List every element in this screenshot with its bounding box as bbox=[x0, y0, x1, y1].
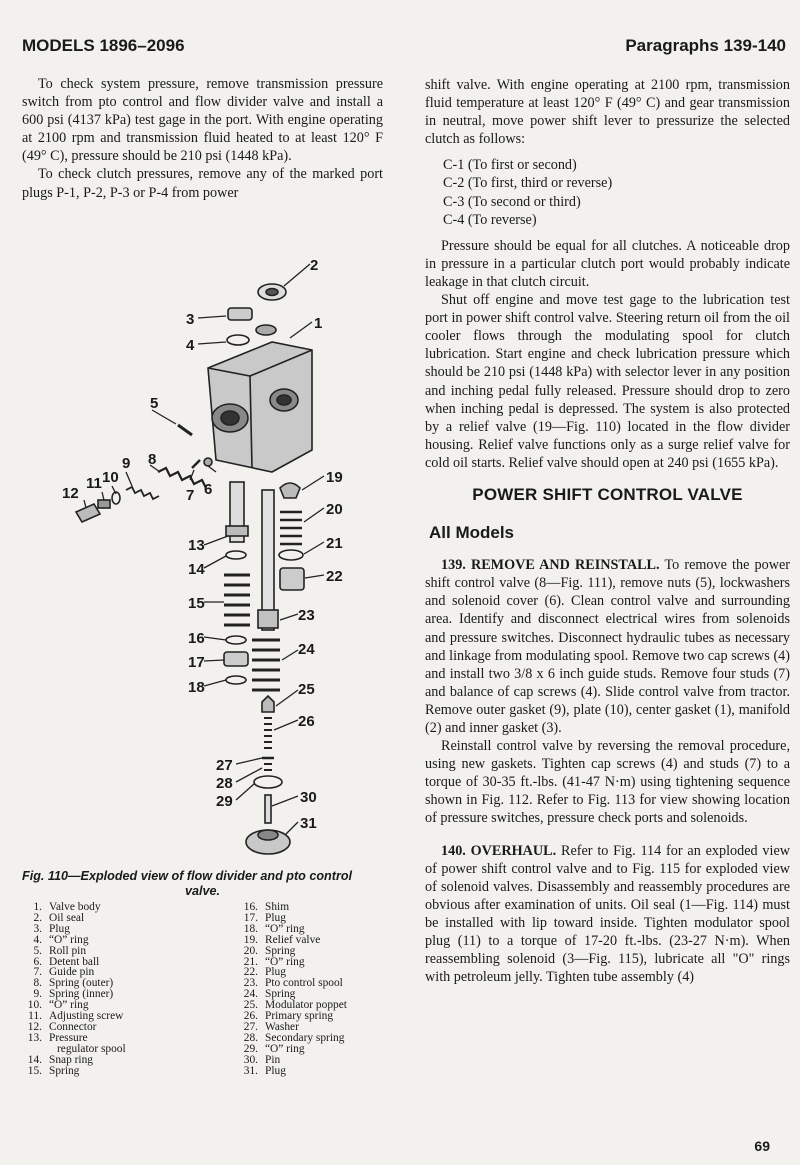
callout-6: 6 bbox=[204, 481, 213, 498]
callout-25: 25 bbox=[298, 681, 315, 698]
parts-legend-left bbox=[22, 902, 252, 1077]
clutch-item-c3: C-3 (To second or third) bbox=[443, 193, 581, 210]
callout-10: 10 bbox=[102, 469, 119, 486]
callout-19: 19 bbox=[326, 469, 343, 486]
legend-item: 7. Guide pin bbox=[33, 966, 95, 979]
callout-18: 18 bbox=[188, 679, 205, 696]
legend-item: 25. Modulator poppet bbox=[243, 999, 347, 1012]
callout-26: 26 bbox=[298, 713, 315, 730]
exploded-view-diagram bbox=[40, 250, 380, 865]
clutch-item-c4: C-4 (To reverse) bbox=[443, 211, 537, 228]
legend-item: regulator spool bbox=[57, 1042, 126, 1055]
legend-item: 29. “O” ring bbox=[243, 1042, 305, 1055]
callout-24: 24 bbox=[298, 641, 315, 658]
clutch-item-c1: C-1 (To first or second) bbox=[443, 157, 577, 174]
paragraph-clutch-pressures: To check clutch pressures, remove any of the marked port plugs P-1, P-2, P-3 or P-4 from power bbox=[22, 166, 383, 201]
caption-line-1: Fig. 110—Exploded view of flow divider and pto control bbox=[22, 869, 353, 883]
callout-1: 1 bbox=[314, 315, 323, 332]
legend-item: 22. Plug bbox=[243, 966, 286, 979]
legend-item: 13. Pressure bbox=[27, 1031, 88, 1044]
legend-item: 23. Pto control spool bbox=[243, 977, 343, 990]
legend-item: 30. Pin bbox=[243, 1053, 281, 1066]
callout-20: 20 bbox=[326, 501, 343, 518]
legend-item: 6. Detent ball bbox=[33, 955, 100, 968]
paragraph-140-title: 140. OVERHAUL. bbox=[441, 842, 557, 859]
legend-item: 28. Secondary spring bbox=[243, 1031, 345, 1044]
paragraph-139 bbox=[425, 556, 790, 737]
legend-item: 11. Adjusting screw bbox=[28, 1010, 124, 1023]
legend-item: 21. “O” ring bbox=[243, 955, 305, 968]
page-number: 69 bbox=[754, 1138, 770, 1154]
callout-4: 4 bbox=[186, 337, 195, 354]
paragraph-140-body: Refer to Fig. 114 for an exploded view of power shift control valve and to Fig. 115 for exploded view of solenoid valves. Disassembly and reassembly procedures are obvious after examination of units. Oil seal (1—Fig. 114) must be installed with lip toward inside. Tighten modulator spool plug (11) to a torque of 17-20 ft.-lbs. (23-27 N·m). When reassembling solenoid (3—Fig. 115), lubricate all "O" rings with petroleum jelly. Tighten tube assembly (4) bbox=[425, 842, 790, 986]
callout-13: 13 bbox=[188, 537, 205, 554]
callout-27: 27 bbox=[216, 757, 233, 774]
legend-item: 3. Plug bbox=[33, 922, 70, 935]
figure-caption bbox=[22, 869, 383, 899]
paragraph-140 bbox=[425, 842, 790, 987]
subsection-title: All Models bbox=[429, 523, 515, 543]
callout-8: 8 bbox=[148, 451, 157, 468]
left-column bbox=[22, 75, 383, 202]
legend-item: 12. Connector bbox=[27, 1020, 97, 1033]
paragraph-clutch-equal: Pressure should be equal for all clutches. A noticeable drop in pressure in a particular clutch port would probably indicate leakage in that clutch circuit. bbox=[425, 237, 790, 290]
paragraph-139-body: To remove the power shift control valve (8—Fig. 111), remove nuts (5), lockwashers and solenoid cover (6). Clean control valve and surrounding area. Identify and disconnect electrical wires from solenoids and pressure switches. Disconnect hydraulic tubes as necessary and linkage from modulating spool. Remove two cap screws (4) and install two 3/8 x 6 inch guide studs. Remove four studs (7) and balance of cap screws (4). Slide control valve from tractor. Remove outer gasket (9), plate (10), center gasket (1), manifold (2) and inner gasket (3). bbox=[425, 557, 790, 736]
running-header-left: MODELS 1896–2096 bbox=[22, 36, 185, 55]
callout-31: 31 bbox=[300, 815, 317, 832]
legend-item: 9. Spring (inner) bbox=[33, 988, 114, 1001]
callout-23: 23 bbox=[298, 607, 315, 624]
callout-21: 21 bbox=[326, 535, 343, 552]
paragraph-lubrication: Shut off engine and move test gage to the lubrication test port in power shift control valve. Steering return oil from the oil cooler flows through the modulating spool for clutch lubrication. Start engine and check lubrication pressure which should be 210 psi (1448 kPa) with selector lever in any position and inching pedal fully released. Pressure should drop to zero when inching pedal is depressed. The system is also protected by a relief valve (19—Fig. 110) located in the flow divider housing. Relief valve functions only as a surge relief valve for cold oil starts. Relief valve should open at 240 psi (1655 kPa). bbox=[425, 292, 790, 471]
paragraph-139-title: 139. REMOVE AND REINSTALL. bbox=[441, 557, 660, 574]
paragraph-reinstall: Reinstall control valve by reversing the removal procedure, using new gaskets. Tighten cap screws (4) and studs (7) to a torque of 30-35 ft.-lbs. (41-47 N·m) using tightening sequence shown in Fig. 112. Refer to Fig. 113 for view showing location of pressure switches, pressure check ports and solenoids. bbox=[425, 738, 790, 827]
callout-5: 5 bbox=[150, 395, 159, 412]
callout-17: 17 bbox=[188, 654, 205, 671]
legend-item: 18. “O” ring bbox=[243, 922, 305, 935]
legend-item: 15. Spring bbox=[27, 1064, 80, 1077]
legend-item: 24. Spring bbox=[243, 988, 296, 1001]
legend-item: 5. Roll pin bbox=[33, 944, 87, 957]
paragraph-system-pressure: To check system pressure, remove transmission pressure switch from pto control and flow divider valve and install a 600 psi (4137 kPa) test gage in the port. With engine operating at 2100 rpm and transmission fluid heated to at least 120° F (49° C), pressure should be 210 psi (1448 kPa). bbox=[22, 76, 383, 165]
legend-item: 1. Valve body bbox=[33, 901, 101, 913]
legend-item: 19. Relief valve bbox=[243, 933, 321, 946]
section-title: POWER SHIFT CONTROL VALVE bbox=[472, 484, 743, 504]
legend-item: 4. “O” ring bbox=[33, 933, 89, 946]
callout-7: 7 bbox=[186, 487, 195, 504]
paragraph-shift-valve: shift valve. With engine operating at 2100 rpm, transmission fluid temperature at least 120° F (49° C) and gear transmission in neutral, move power shift lever to pressurize the selected clutch as follows: bbox=[425, 77, 790, 148]
right-column bbox=[425, 76, 790, 986]
legend-item: 26. Primary spring bbox=[243, 1010, 334, 1023]
callout-28: 28 bbox=[216, 775, 233, 792]
callout-30: 30 bbox=[300, 789, 317, 806]
legend-item: 27. Washer bbox=[243, 1020, 299, 1033]
callout-2: 2 bbox=[310, 257, 319, 274]
legend-item: 31. Plug bbox=[243, 1064, 286, 1077]
legend-item: 2. Oil seal bbox=[33, 911, 85, 924]
parts-legend-right bbox=[238, 902, 388, 1077]
callout-11: 11 bbox=[86, 475, 102, 492]
running-header-right: Paragraphs 139-140 bbox=[625, 36, 786, 55]
callout-29: 29 bbox=[216, 793, 233, 810]
diagram-svg bbox=[40, 250, 380, 865]
legend-item: 8. Spring (outer) bbox=[33, 977, 114, 990]
callout-9: 9 bbox=[122, 455, 131, 472]
legend-item: 20. Spring bbox=[243, 944, 296, 957]
callout-12: 12 bbox=[62, 485, 79, 502]
legend-item: 16. Shim bbox=[243, 901, 290, 913]
callout-22: 22 bbox=[326, 568, 343, 585]
clutch-item-c2: C-2 (To first, third or reverse) bbox=[443, 175, 613, 192]
legend-item: 10. “O” ring bbox=[27, 999, 89, 1012]
callout-15: 15 bbox=[188, 595, 205, 612]
callout-14: 14 bbox=[188, 561, 205, 578]
callout-16: 16 bbox=[188, 630, 205, 647]
callout-3: 3 bbox=[186, 311, 195, 328]
legend-item: 17. Plug bbox=[243, 911, 286, 924]
caption-line-2: valve. bbox=[184, 884, 220, 898]
legend-item: 14. Snap ring bbox=[27, 1053, 93, 1066]
